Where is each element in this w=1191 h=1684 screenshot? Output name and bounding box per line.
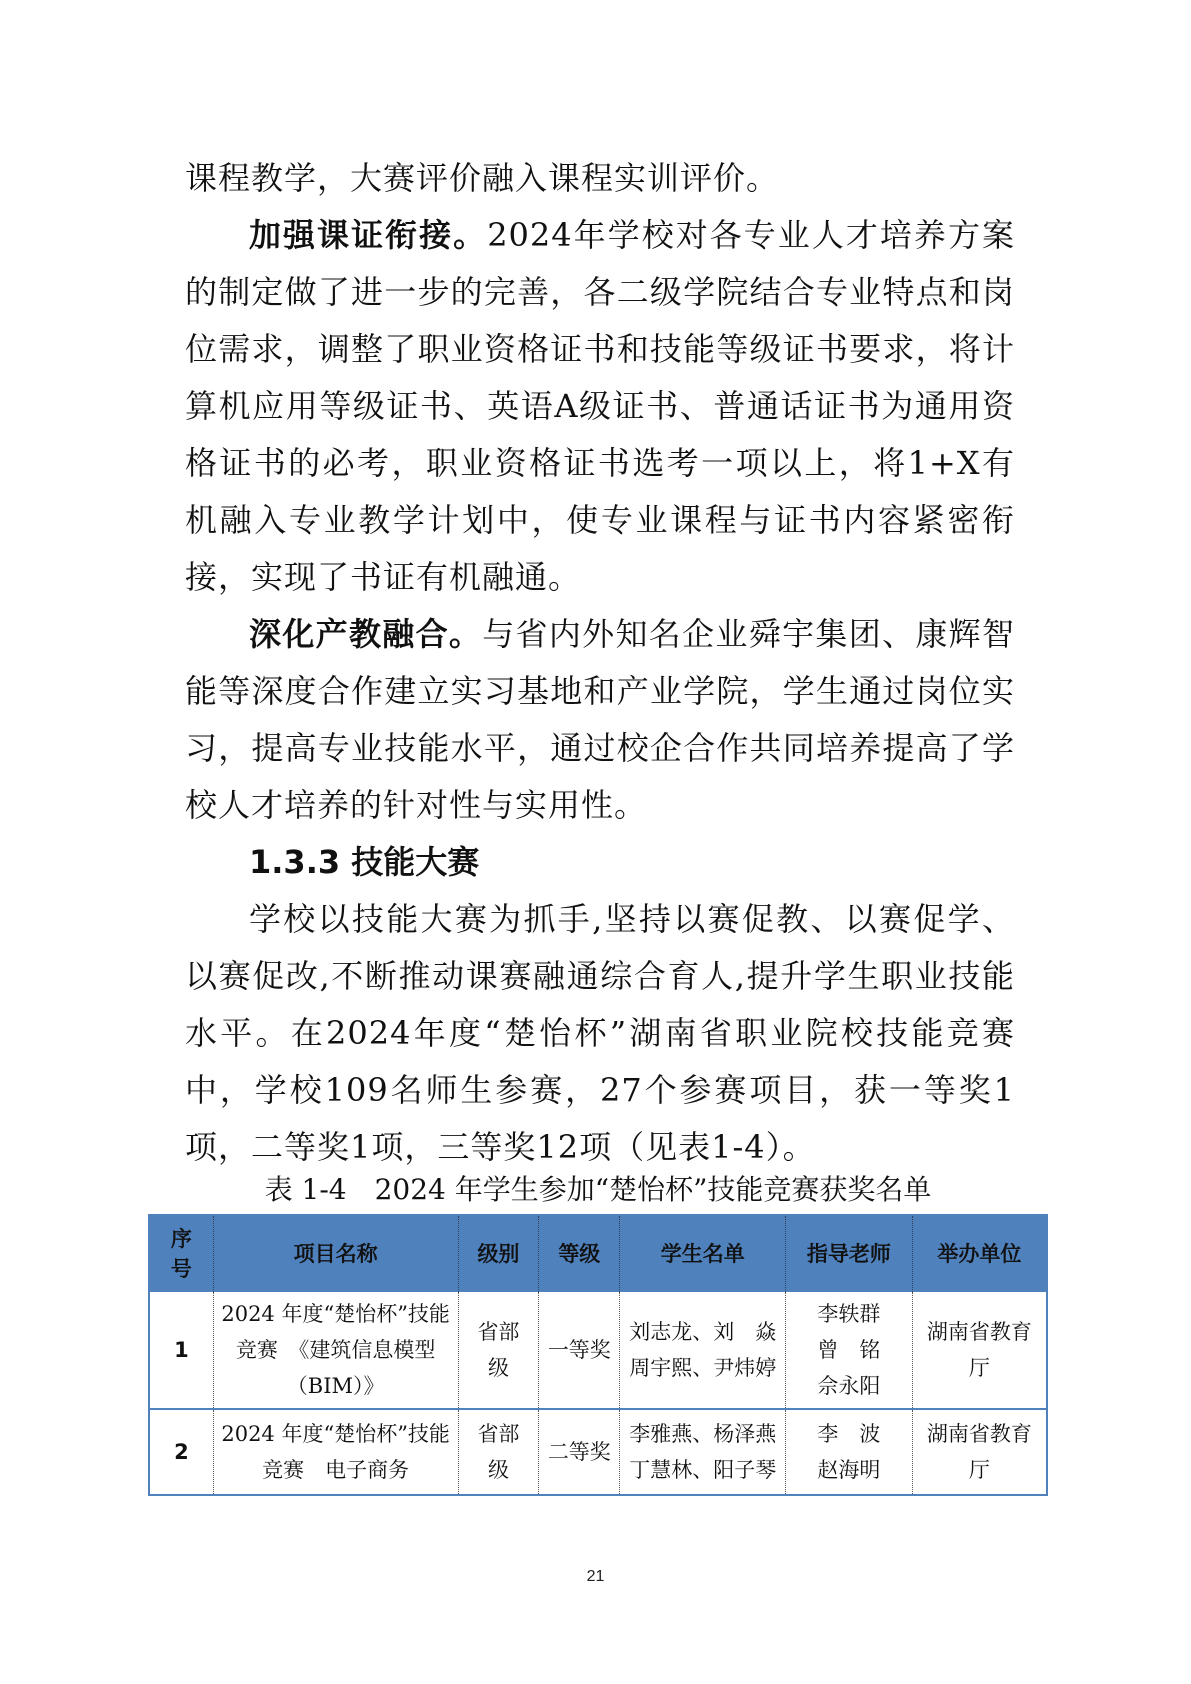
section-heading: 1.3.3 技能大赛 <box>249 843 480 881</box>
page-number: 21 <box>586 1568 605 1585</box>
header-organizer: 举办单位 <box>912 1215 1047 1292</box>
row-1-project: 2024 年度“楚怡杯”技能竞赛 《建筑信息模型（BIM）》 <box>213 1292 458 1409</box>
table-row <box>149 1409 1047 1495</box>
row-1-teachers: 李轶群 曾 铭 佘永阳 <box>786 1292 913 1409</box>
paragraph-1: 课程教学，大赛评价融入课程实训评价。 <box>185 159 780 197</box>
paragraph-3 <box>185 606 1015 834</box>
award-table <box>148 1214 1048 1496</box>
header-no: 序号 <box>149 1215 213 1292</box>
paragraph-2 <box>185 207 1015 606</box>
row-2-no: 2 <box>149 1409 213 1495</box>
award-table-container <box>148 1214 1048 1496</box>
table-row <box>149 1292 1047 1409</box>
row-1-level: 省部级 <box>458 1292 539 1409</box>
row-2-grade: 二等奖 <box>539 1409 620 1495</box>
row-2-project: 2024 年度“楚怡杯”技能竞赛 电子商务 <box>213 1409 458 1495</box>
header-project: 项目名称 <box>213 1215 458 1292</box>
paragraph-2-body: 2024年学校对各专业人才培养方案的制定做了进一步的完善，各二级学院结合专业特点和岗位需求，调整了职业资格证书和技能等级证书要求，将计算机应用等级证书、英语A级证书、普通话证书为通用资格证书的必考，职业资格证书选考一项以上，将1+X有机融入专业教学计划中，使专业课程与证书内容紧密衔接，实现了书证有机融通。 <box>185 216 1015 596</box>
header-grade: 等级 <box>539 1215 620 1292</box>
table-caption: 表 1-4 2024 年学生参加“楚怡杯”技能竞赛获奖名单 <box>264 1173 932 1206</box>
row-1-students: 刘志龙、刘 焱 周宇熙、尹炜婷 <box>620 1292 786 1409</box>
paragraph-4: 学校以技能大赛为抓手,坚持以赛促教、以赛促学、以赛促改,不断推动课赛融通综合育人,提升学生职业技能水平。在2024年度“楚怡杯”湖南省职业院校技能竞赛中，学校109名师生参赛，27个参赛项目，获一等奖1项，二等奖1项，三等奖12项（见表1-4）。 <box>185 900 1015 1166</box>
row-2-teachers: 李 波 赵海明 <box>786 1409 913 1495</box>
paragraph-3-body: 与省内外知名企业舜宇集团、康辉智能等深度合作建立实习基地和产业学院，学生通过岗位实习，提高专业技能水平，通过校企合作共同培养提高了学校人才培养的针对性与实用性。 <box>185 615 1015 824</box>
paragraph-3-lead: 深化产教融合。 <box>249 615 483 653</box>
row-2-students: 李雅燕、杨泽燕 丁慧林、阳子琴 <box>620 1409 786 1495</box>
header-students: 学生名单 <box>620 1215 786 1292</box>
row-2-organizer: 湖南省教育厅 <box>912 1409 1047 1495</box>
body-text <box>185 150 1015 1176</box>
paragraph-2-lead: 加强课证衔接。 <box>249 216 488 254</box>
row-1-organizer: 湖南省教育厅 <box>912 1292 1047 1409</box>
table-header-row <box>149 1215 1047 1292</box>
header-level: 级别 <box>458 1215 539 1292</box>
row-1-grade: 一等奖 <box>539 1292 620 1409</box>
header-teachers: 指导老师 <box>786 1215 913 1292</box>
row-1-no: 1 <box>149 1292 213 1409</box>
row-2-level: 省部级 <box>458 1409 539 1495</box>
